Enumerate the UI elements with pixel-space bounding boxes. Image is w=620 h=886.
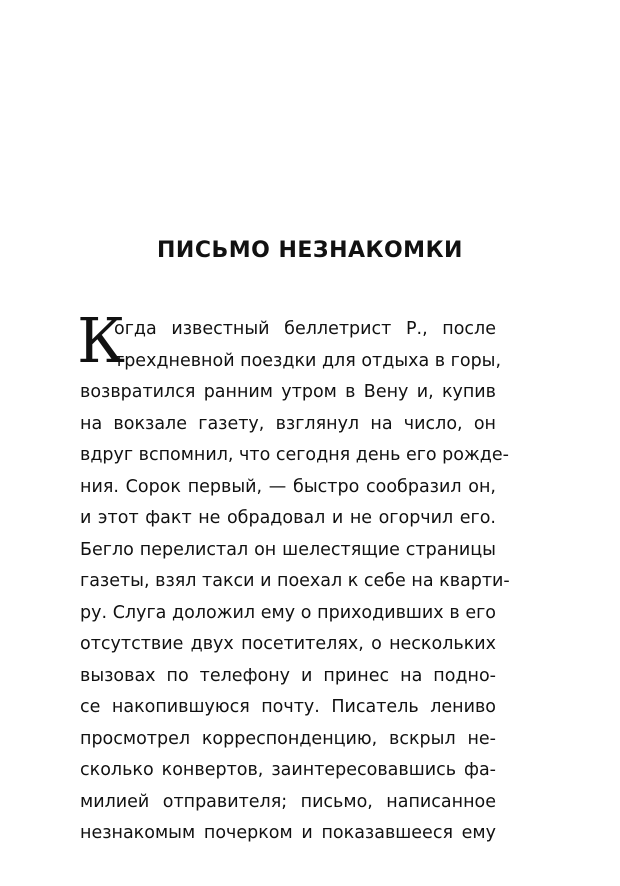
text-line: газеты, взял такси и поехал к себе на кварти-	[80, 571, 510, 591]
text-line: и этот факт не обрадовал и не огорчил его.	[80, 508, 496, 528]
text-line: сколько конвертов, заинтересовавшись фа-	[80, 760, 496, 780]
text-line: милией отправителя; письмо, написанное	[80, 791, 496, 812]
text-line: на вокзале газету, взглянул на число, он	[80, 413, 496, 434]
drop-cap: К	[77, 304, 125, 377]
text-line: отсутствие двух посетителях, о нескольких	[80, 634, 496, 654]
body-paragraph	[77, 304, 510, 850]
text-line: огда известный беллетрист Р., после	[114, 319, 496, 339]
text-line: ния. Сорок первый, — быстро сообразил он,	[80, 476, 496, 497]
text-line: просмотрел корреспонденцию, вскрыл не-	[80, 728, 496, 749]
text-line: се накопившуюся почту. Писатель лениво	[80, 697, 496, 717]
text-line: незнакомым почерком и показавшееся ему	[80, 823, 496, 843]
text-line: возвратился ранним утром в Вену и, купив	[80, 382, 496, 402]
text-line: ру. Слуга доложил ему о приходивших в его	[80, 602, 496, 623]
text-line: трехдневной поездки для отдыха в горы,	[114, 350, 502, 371]
text-line: вызовах по телефону и принес на подно-	[80, 665, 496, 686]
text-line: вдруг вспомнил, что сегодня день его рожде-	[80, 445, 509, 465]
text-line: Бегло перелистал он шелестящие страницы	[80, 539, 496, 560]
chapter-title: ПИСЬМО НЕЗНАКОМКИ	[157, 238, 463, 263]
